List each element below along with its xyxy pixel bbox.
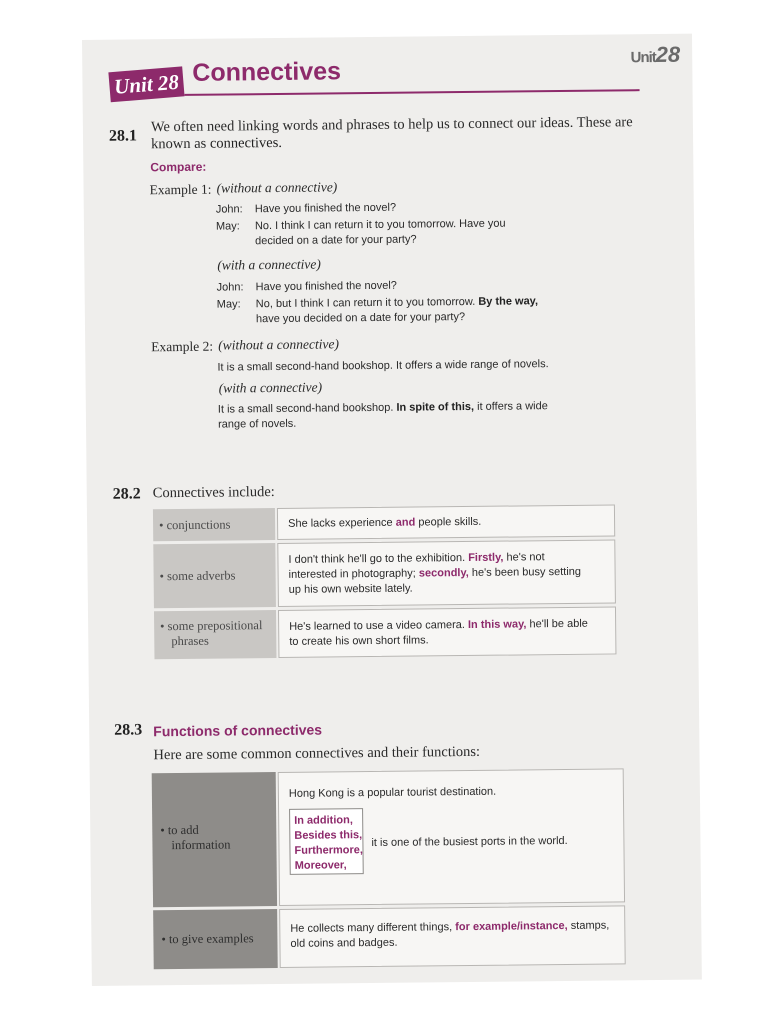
row-example (288, 515, 481, 532)
intro-text: known as (151, 135, 210, 153)
title-rule (185, 89, 640, 96)
function-label-line: • to add (160, 822, 199, 838)
corner-number: 28 (655, 41, 681, 67)
function-label: • to give examples (161, 931, 254, 947)
example-2-with-b: range of novels. (217, 417, 297, 431)
connectives-table (153, 504, 617, 659)
unit-title: Connectives (192, 57, 342, 87)
row-label-cell (153, 543, 276, 608)
row-label: • some adverbs (159, 568, 236, 584)
option-in-addition: In addition, (294, 814, 353, 827)
speaker-john: John: (216, 281, 244, 294)
option-besides-this: Besides this, (294, 829, 363, 842)
example-2-with-text (218, 399, 548, 432)
function-label-cell (153, 909, 278, 969)
without-connective-1: (without a connective) (216, 179, 338, 196)
functions-intro: Here are some common connectives and their functions: (153, 743, 481, 764)
option-moreover: Moreover, (294, 859, 347, 872)
row-example-line: to create his own short films. (289, 634, 429, 648)
speaker-may: May: (215, 220, 240, 233)
line-john-1: Have you finished the novel? (254, 201, 397, 216)
row-label (160, 618, 263, 649)
text: he's not (503, 551, 545, 564)
row-example-cell (278, 606, 616, 658)
connective-by-the-way: By the way, (478, 295, 539, 308)
row-label-line: phrases (171, 633, 209, 649)
speaker-may: May: (216, 298, 241, 311)
table-row (153, 539, 616, 608)
row-label-cell (154, 610, 276, 659)
option-furthermore: Furthermore, (294, 844, 364, 857)
row-example-line (289, 617, 588, 635)
with-connective-1: (with a connective) (217, 256, 321, 273)
intro-paragraph (151, 114, 691, 154)
row-label-cell (153, 508, 275, 541)
row-example (289, 617, 588, 650)
functions-heading: Functions of connectives (153, 721, 323, 740)
connectives-include: Connectives include: (152, 484, 275, 502)
row-example-line (289, 565, 582, 583)
add-rest: it is one of the busiest ports in the world. (371, 834, 568, 850)
text: he's been busy setting (468, 565, 582, 579)
row-example-cell (277, 539, 616, 607)
row-example (288, 550, 581, 598)
corner-word: Unit (630, 48, 656, 67)
connective-for-example: for example/instance, (455, 919, 568, 934)
text: It is a small second-hand bookshop. (217, 401, 397, 416)
add-sentence: Hong Kong is a popular tourist destination. (288, 785, 497, 800)
text: stamps, (567, 919, 610, 932)
connective-secondly: secondly, (418, 566, 469, 580)
text: He collects many different things, (290, 921, 456, 935)
text: She lacks experience (288, 516, 396, 530)
section-number-28-1: 28.1 (108, 127, 138, 145)
example-1-label: Example 1: (149, 181, 212, 198)
text: No, but I think I can return it to you tomorrow. (255, 295, 479, 311)
connective-firstly: Firstly, (468, 551, 504, 564)
compare-label: Compare: (150, 159, 207, 175)
intro-line-1: We often need linking words and phrases to help us to connect our ideas. These are (150, 114, 633, 136)
connective-in-this-way: In this way, (467, 618, 527, 631)
speaker-john: John: (215, 203, 243, 216)
function-label (160, 822, 230, 853)
term-connectives: connectives. (209, 134, 283, 152)
section-number-28-3: 28.3 (114, 721, 143, 739)
line-may-1-b: decided on a date for your party? (255, 233, 417, 248)
line-may-1-a: No. I think I can return it to you tomorrow. Have you (254, 217, 506, 233)
examples-line: old coins and badges. (290, 936, 398, 950)
line-john-2: Have you finished the novel? (255, 279, 397, 294)
text: He's learned to use a video camera. (289, 618, 469, 633)
example-2-label: Example 2: (151, 338, 214, 355)
table-row (154, 606, 616, 659)
connective-in-spite-of-this: In spite of this, (396, 400, 475, 414)
text: it offers a wide (473, 400, 548, 413)
functions-table (152, 768, 626, 969)
row-label: • conjunctions (159, 517, 231, 533)
text: I don't think he'll go to the exhibition. (288, 551, 469, 566)
function-label-line: information (171, 837, 231, 853)
table-row (153, 504, 615, 541)
connective-and: and (395, 516, 416, 529)
function-example-cell (279, 905, 626, 968)
connective-options-box (289, 808, 364, 875)
line-may-2 (256, 294, 539, 327)
text: people skills. (415, 515, 482, 529)
example-2-without-text: It is a small second-hand bookshop. It offers a wide range of novels. (217, 358, 549, 374)
with-connective-2: (with a connective) (218, 379, 323, 396)
text: interested in photography; (288, 567, 419, 581)
textbook-page (82, 34, 702, 986)
page-corner-label (630, 42, 680, 69)
function-example-cell (278, 768, 625, 906)
examples-text (290, 919, 609, 952)
row-example-line: up his own website lately. (288, 582, 413, 596)
unit-badge: Unit 28 (108, 66, 184, 102)
row-example-cell (277, 504, 615, 540)
line-may-2-a (256, 294, 538, 312)
text: he'll be able (526, 617, 588, 631)
row-label-line: • some prepositional (160, 618, 263, 634)
section-number-28-2: 28.2 (112, 485, 141, 503)
function-label-cell (152, 772, 277, 907)
line-may-2-b: have you decided on a date for your party? (255, 311, 466, 326)
line-may-1 (255, 217, 506, 250)
without-connective-2: (without a connective) (218, 336, 339, 353)
